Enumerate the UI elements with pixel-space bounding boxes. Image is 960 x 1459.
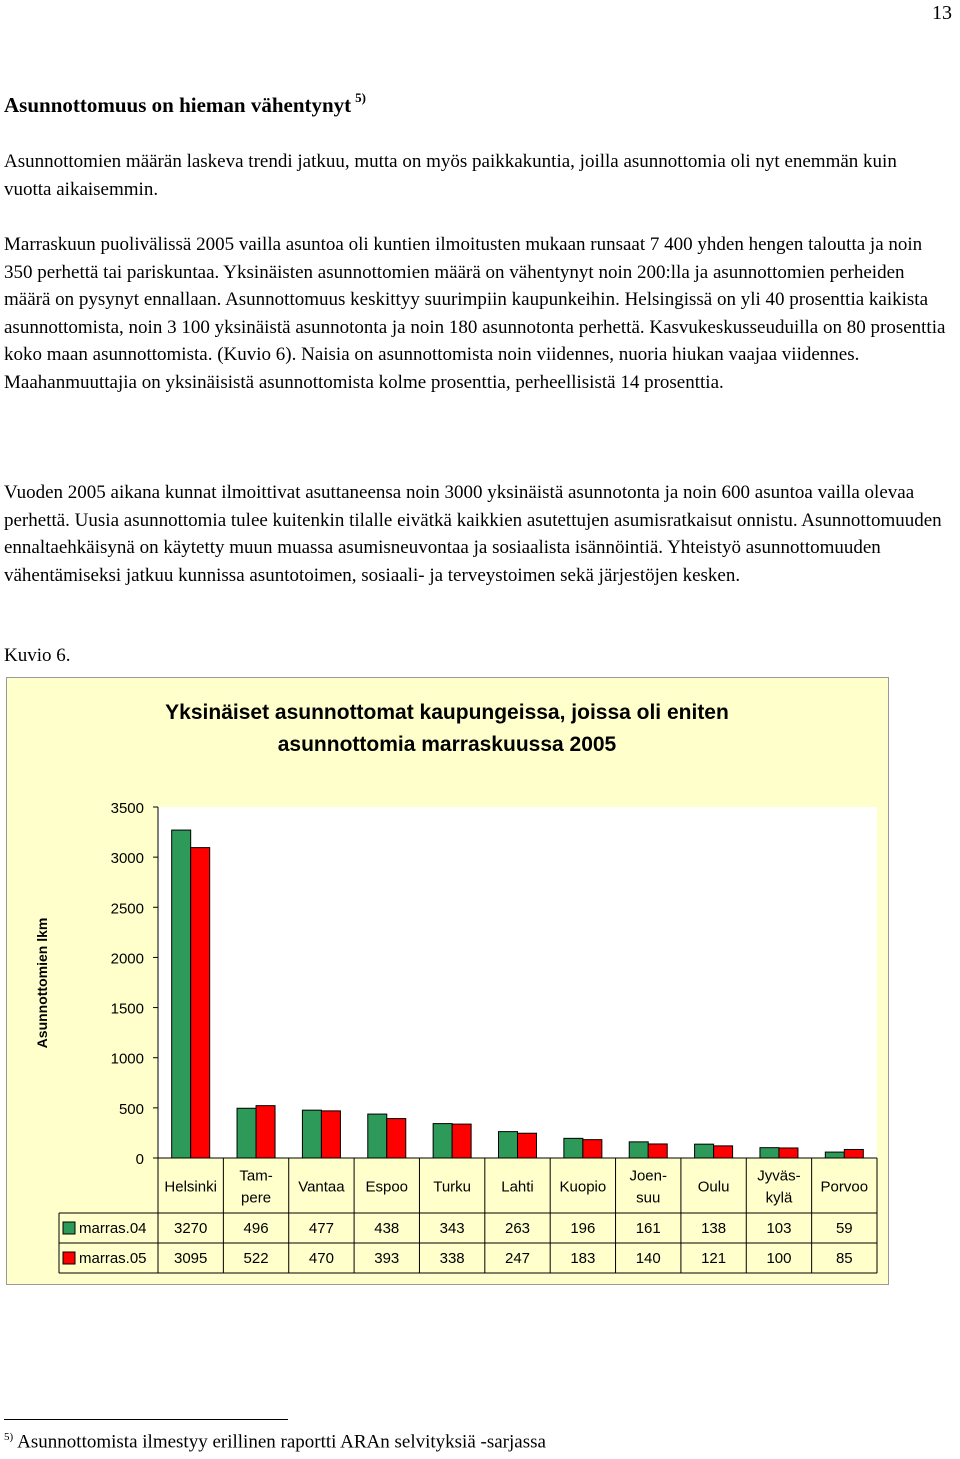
legend-label: marras.04 — [79, 1220, 147, 1237]
data-label: 196 — [570, 1220, 596, 1237]
footnote-marker: 5) — [4, 1431, 14, 1443]
chart-title-line: asunnottomia marraskuussa 2005 — [277, 733, 617, 756]
category-label: Espoo — [365, 1178, 409, 1196]
data-label: 100 — [766, 1250, 792, 1267]
footnote-rule — [4, 1419, 288, 1420]
figure-caption: Kuvio 6. — [4, 645, 71, 666]
y-tick-label: 3500 — [110, 800, 144, 817]
data-label: 3270 — [173, 1220, 208, 1237]
category-label: Vantaa — [298, 1178, 345, 1196]
heading-text: Asunnottomuus on hieman vähentynyt — [4, 93, 352, 117]
bar-marras.05-Jyväskylä — [779, 1148, 798, 1158]
data-label: 522 — [243, 1250, 269, 1267]
data-label: 140 — [635, 1250, 661, 1267]
category-label: suu — [636, 1189, 661, 1207]
bar-marras.05-Vantaa — [321, 1111, 340, 1158]
bar-marras.05-Joensuu — [648, 1144, 667, 1158]
category-label: Lahti — [501, 1178, 534, 1196]
data-label: 496 — [243, 1220, 269, 1237]
bar-marras.04-Joensuu — [629, 1142, 648, 1158]
bar-marras.04-Jyväskylä — [760, 1148, 779, 1158]
data-label: 477 — [308, 1220, 334, 1237]
paragraph-1: Asunnottomien määrän laskeva trendi jatkuu, mutta on myös paikkakuntia, joilla asunnottomia oli nyt enemmän kuin vuotta aikaisemmin. — [4, 151, 897, 200]
bar-marras.05-Oulu — [714, 1146, 733, 1158]
data-label: 247 — [504, 1250, 531, 1267]
bar-marras.04-Vantaa — [302, 1110, 321, 1158]
category-label: kylä — [765, 1189, 793, 1207]
data-label: 103 — [766, 1220, 792, 1237]
bar-marras.04-Helsinki — [172, 830, 191, 1158]
data-label: 161 — [635, 1220, 661, 1237]
category-label: pere — [241, 1189, 272, 1207]
data-label: 183 — [570, 1250, 596, 1267]
bar-marras.04-Espoo — [368, 1114, 387, 1158]
y-tick-label: 500 — [118, 1100, 144, 1118]
legend-key-marras.04 — [63, 1222, 75, 1234]
category-label: Kuopio — [559, 1178, 607, 1196]
heading-footnote-ref: 5) — [355, 90, 367, 105]
paragraph-3: Vuoden 2005 aikana kunnat ilmoittivat asuttaneensa noin 3000 yksinäistä asunnotonta ja noin 600 asuntoa vailla olevaa perhettä. Uusia asunnottomia tulee kuitenkin tilalle eivätkä kaikkien asutettujen asumisratkaisut onnistu. Asunnottomuuden ennaltaehkäisynä on käytetty muun muassa asumisneuvontaa ja sosiaalista isännöintiä. Yhteistyö asunnottomuuden vähentämiseksi jatkuu kunnissa asuntotoimen, sosiaali- ja terveystoimen sekä järjestöjen kesken. — [4, 482, 942, 586]
y-tick-label: 3000 — [110, 850, 144, 868]
bar-marras.05-Lahti — [518, 1133, 537, 1158]
data-label: 85 — [835, 1250, 853, 1267]
section-heading — [4, 92, 366, 118]
y-tick-label: 1000 — [110, 1050, 144, 1068]
data-label: 263 — [504, 1220, 531, 1237]
data-label: 121 — [701, 1250, 727, 1267]
chart-title-line: Yksinäiset asunnottomat kaupungeissa, joissa oli eniten — [165, 701, 729, 724]
paragraph-2: Marraskuun puolivälissä 2005 vailla asuntoa oli kuntien ilmoitusten mukaan runsaat 7 400 yhden hengen taloutta ja noin 350 perhettä tai pariskuntaa. Yksinäisten asunnottomien määrä on vähentynyt noin 200:lla ja asunnottomien perheiden määrä on pysynyt ennallaan. Asunnottomuus keskittyy suurimpiin kaupunkeihin. Helsingissä on yli 40 prosenttia kaikista asunnottomista, noin 3 100 yksinäistä asunnotonta ja noin 180 asunnotonta perhettä. Kasvukeskusseuduilla on 80 prosenttia koko maan asunnottomista. (Kuvio 6). Naisia on asunnottomista noin viidennes, nuoria hiukan vaajaa viidennes. Maahanmuuttajia on yksinäisistä asunnottomista kolme prosenttia, perheellisistä 14 prosenttia. — [4, 234, 946, 393]
page-number: 13 — [932, 2, 952, 24]
bar-chart — [7, 678, 888, 1284]
chart-container — [6, 677, 889, 1285]
legend-label: marras.05 — [79, 1250, 147, 1267]
data-label: 393 — [374, 1250, 400, 1267]
footnote-text: Asunnottomista ilmestyy erillinen raportti ARAn selvityksiä -sarjassa — [17, 1431, 546, 1453]
bar-marras.04-Oulu — [695, 1144, 714, 1158]
y-tick-label: 1500 — [110, 1000, 144, 1018]
data-label: 343 — [439, 1220, 465, 1237]
bar-marras.05-Porvoo — [844, 1149, 863, 1158]
data-label: 470 — [308, 1250, 334, 1267]
bar-marras.05-Turku — [452, 1124, 471, 1158]
data-label: 338 — [439, 1250, 465, 1267]
data-label: 438 — [374, 1220, 400, 1237]
bar-marras.04-Porvoo — [825, 1152, 844, 1158]
category-label: Porvoo — [820, 1178, 869, 1196]
bar-marras.04-Lahti — [499, 1132, 518, 1158]
bar-marras.04-Kuopio — [564, 1138, 583, 1158]
category-label: Oulu — [697, 1178, 730, 1196]
bar-marras.05-Espoo — [387, 1119, 406, 1158]
category-label: Jyväs- — [757, 1167, 801, 1185]
bar-marras.05-Kuopio — [583, 1140, 602, 1158]
bar-marras.05-Helsinki — [191, 848, 210, 1158]
data-label: 3095 — [173, 1250, 208, 1267]
y-tick-label: 2500 — [110, 900, 144, 918]
category-label: Tam- — [239, 1167, 273, 1185]
y-tick-label: 2000 — [110, 950, 144, 968]
category-label: Joen- — [629, 1167, 667, 1185]
y-tick-label: 0 — [135, 1151, 144, 1168]
legend-key-marras.05 — [63, 1252, 75, 1264]
y-axis-label: Asunnottomien lkm — [34, 917, 50, 1049]
footnote — [4, 1431, 546, 1453]
bar-marras.04-Tampere — [237, 1108, 256, 1158]
category-label: Turku — [433, 1178, 472, 1196]
bar-marras.04-Turku — [433, 1124, 452, 1158]
data-label: 138 — [701, 1220, 727, 1237]
bar-marras.05-Tampere — [256, 1106, 275, 1158]
category-label: Helsinki — [164, 1178, 217, 1196]
data-label: 59 — [835, 1220, 853, 1237]
